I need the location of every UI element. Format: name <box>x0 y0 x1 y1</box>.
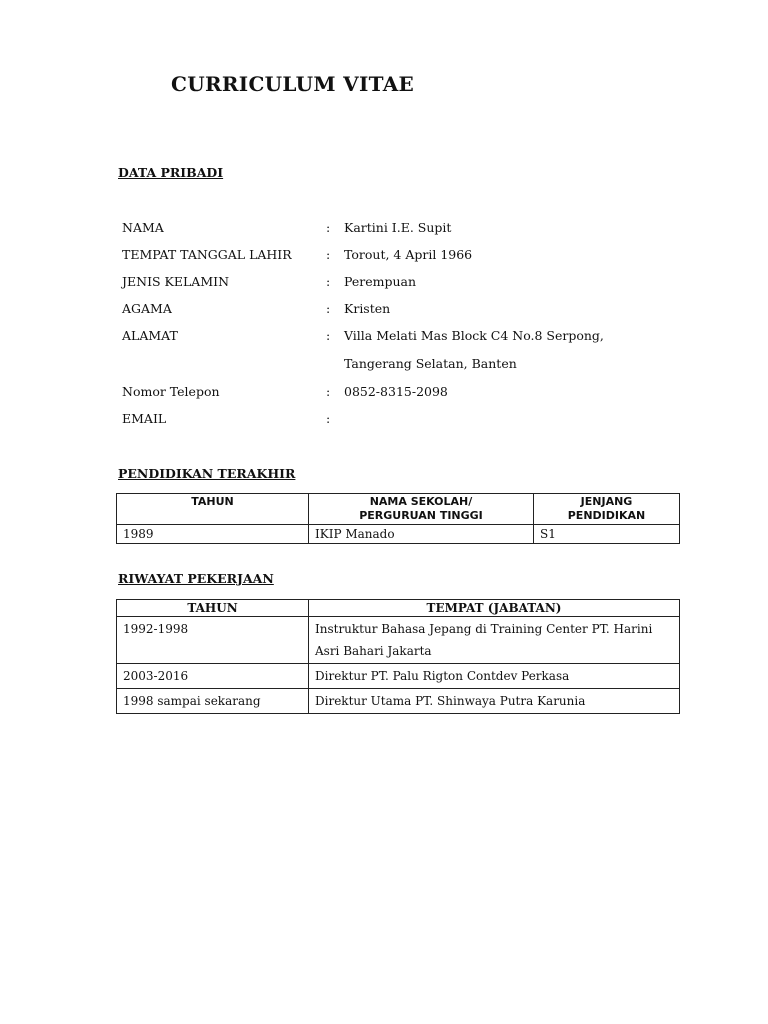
table-cell: IKIP Manado <box>309 525 534 544</box>
column-header-tahun: TAHUN <box>117 600 309 617</box>
table-header-row <box>117 494 680 525</box>
table-row <box>117 689 680 714</box>
field-separator: : <box>326 274 331 289</box>
table-row <box>117 525 680 544</box>
education-table <box>116 493 680 544</box>
column-header-nama-sekolah: NAMA SEKOLAH/ PERGURUAN TINGGI <box>309 494 534 525</box>
field-separator: : <box>326 220 331 235</box>
section-heading-pendidikan: PENDIDIKAN TERAKHIR <box>118 466 296 481</box>
field-value: Torout, 4 April 1966 <box>344 247 473 262</box>
employment-table <box>116 599 680 714</box>
field-separator: : <box>326 328 331 343</box>
column-header-tempat: TEMPAT (JABATAN) <box>309 600 680 617</box>
field-separator: : <box>326 411 331 426</box>
field-value: Kristen <box>344 301 391 316</box>
field-label: EMAIL <box>122 411 167 426</box>
field-label: JENIS KELAMIN <box>122 274 230 289</box>
table-cell: 1989 <box>117 525 309 544</box>
field-value: Villa Melati Mas Block C4 No.8 Serpong, <box>344 328 604 343</box>
section-heading-data-pribadi: DATA PRIBADI <box>118 165 224 180</box>
field-value: Tangerang Selatan, Banten <box>344 356 517 371</box>
field-label: Nomor Telepon <box>122 384 220 399</box>
table-cell: Direktur Utama PT. Shinwaya Putra Karunia <box>309 689 680 714</box>
field-separator: : <box>326 384 331 399</box>
section-heading-pekerjaan: RIWAYAT PEKERJAAN <box>118 571 274 586</box>
field-value: Perempuan <box>344 274 417 289</box>
field-value: Kartini I.E. Supit <box>344 220 452 235</box>
field-value: 0852-8315-2098 <box>344 384 448 399</box>
table-cell: Direktur PT. Palu Rigton Contdev Perkasa <box>309 664 680 689</box>
table-cell: S1 <box>534 525 680 544</box>
field-label: ALAMAT <box>122 328 178 343</box>
table-cell: 1992-1998 <box>117 617 309 664</box>
document-title: CURRICULUM VITAE <box>171 72 415 96</box>
table-row <box>117 664 680 689</box>
table-cell: 2003-2016 <box>117 664 309 689</box>
column-header-tahun: TAHUN <box>117 494 309 525</box>
field-label: NAMA <box>122 220 164 235</box>
field-separator: : <box>326 247 331 262</box>
field-label: AGAMA <box>122 301 172 316</box>
field-separator: : <box>326 301 331 316</box>
table-row <box>117 617 680 664</box>
table-cell: 1998 sampai sekarang <box>117 689 309 714</box>
field-label: TEMPAT TANGGAL LAHIR <box>122 247 292 262</box>
table-header-row <box>117 600 680 617</box>
column-header-jenjang: JENJANG PENDIDIKAN <box>534 494 680 525</box>
table-cell: Instruktur Bahasa Jepang di Training Center PT. Harini Asri Bahari Jakarta <box>309 617 680 664</box>
